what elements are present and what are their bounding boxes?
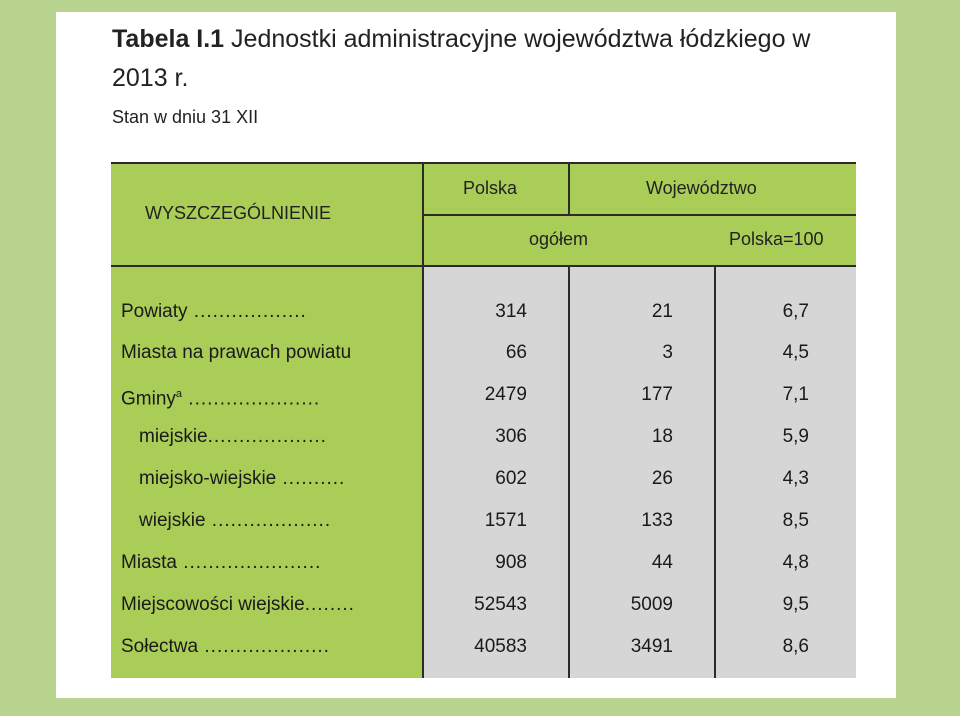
row-label [121, 332, 417, 373]
cell-polska-100: 9,5 [782, 594, 809, 615]
cell-polska-100: 4,8 [782, 552, 809, 573]
footnote-marker: a [175, 388, 183, 400]
table-row [111, 584, 856, 625]
cell-polska-100: 7,1 [782, 384, 809, 405]
cell-polska-100: 4,3 [782, 468, 809, 489]
table-number: Tabela I.1 [112, 25, 225, 53]
cell-wojewodztwo: 26 [651, 468, 673, 489]
cell-polska-100: 4,5 [782, 342, 809, 363]
table-row [111, 626, 856, 667]
row-label [139, 416, 417, 457]
cell-wojewodztwo: 21 [651, 301, 673, 322]
header-bottom-rule [111, 265, 856, 267]
table-row [111, 332, 856, 373]
document-page [56, 12, 896, 698]
header-wojewodztwo: Województwo [646, 178, 757, 198]
row-label-text: Sołectwa [121, 636, 199, 657]
cell-wojewodztwo: 3491 [630, 636, 673, 657]
leader-dots: .................... [198, 636, 330, 657]
cell-polska: 306 [495, 426, 527, 447]
cell-polska: 66 [505, 342, 527, 363]
cell-polska-100: 5,9 [782, 426, 809, 447]
table-subtitle: Stan w dniu 31 XII [112, 107, 259, 127]
cell-wojewodztwo: 5009 [630, 594, 673, 615]
cell-polska: 1571 [484, 510, 527, 531]
leader-dots: .................. [187, 301, 307, 322]
row-label [121, 542, 417, 583]
leader-dots: ................... [207, 426, 327, 447]
row-label [121, 584, 417, 625]
table-row [111, 458, 856, 499]
cell-polska-100: 6,7 [782, 301, 809, 322]
header-divider [568, 162, 570, 214]
table-row [111, 416, 856, 457]
header-mid-rule [423, 214, 856, 216]
cell-polska: 2479 [484, 384, 527, 405]
row-label [139, 500, 417, 541]
row-label-text: Gminy [121, 388, 176, 410]
table-top-rule [111, 162, 856, 164]
header-wyszczegolnienie: WYSZCZEGÓLNIENIE [145, 203, 332, 223]
table-title [112, 20, 872, 98]
row-label-text: miejskie [139, 426, 208, 447]
row-label-text: miejsko-wiejskie [139, 468, 277, 489]
cell-wojewodztwo: 177 [641, 384, 673, 405]
row-label [139, 458, 417, 499]
leader-dots: ................... [205, 510, 332, 531]
row-label-text: Miasta [121, 552, 177, 573]
row-label-text: Miejscowości wiejskie [121, 594, 305, 615]
header-polska: Polska [463, 178, 518, 198]
row-label-text: wiejskie [139, 510, 206, 531]
row-label [121, 374, 417, 419]
cell-polska: 40583 [474, 636, 527, 657]
leader-dots: ..................... [182, 388, 321, 410]
leader-dots: ........ [304, 594, 355, 615]
table-row [111, 542, 856, 583]
cell-polska-100: 8,5 [782, 510, 809, 531]
cell-polska: 52543 [474, 594, 527, 615]
cell-polska: 602 [495, 468, 527, 489]
table-title-text: Jednostki administracyjne województwa łódzkiego w 2013 r. [112, 25, 811, 92]
cell-polska-100: 8,6 [782, 636, 809, 657]
row-label [121, 626, 417, 667]
table-row [111, 291, 856, 332]
table-row [111, 500, 856, 541]
cell-wojewodztwo: 18 [651, 426, 673, 447]
leader-dots: ...................... [176, 552, 322, 573]
leader-dots: .......... [276, 468, 346, 489]
header-polska-100: Polska=100 [729, 229, 824, 249]
cell-wojewodztwo: 3 [662, 342, 673, 363]
cell-wojewodztwo: 44 [651, 552, 673, 573]
cell-polska: 314 [495, 301, 527, 322]
row-label [121, 291, 417, 332]
data-table [111, 162, 856, 678]
header-ogolem: ogółem [529, 229, 589, 249]
row-label-text: Powiaty [121, 301, 188, 322]
row-label-text: Miasta na prawach powiatu [121, 342, 352, 363]
table-row [111, 374, 856, 415]
cell-polska: 908 [495, 552, 527, 573]
cell-wojewodztwo: 133 [641, 510, 673, 531]
